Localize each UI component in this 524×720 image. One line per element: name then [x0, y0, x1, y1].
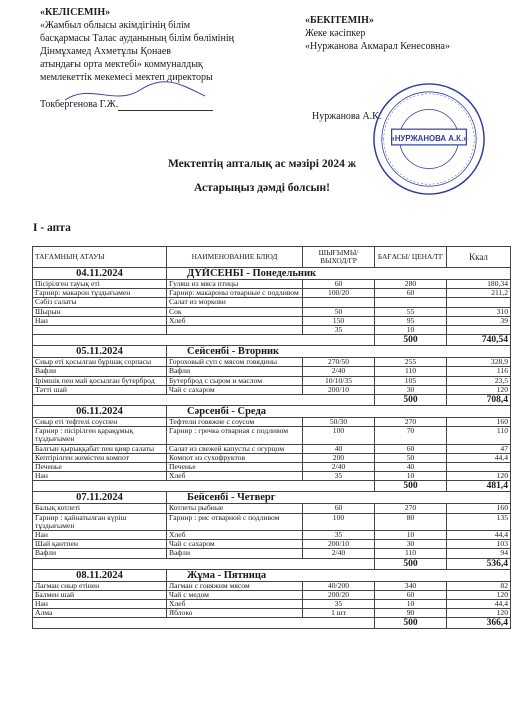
day-name: Жұма - Пятница [167, 569, 511, 581]
dish-name-ru: Хлеб [167, 472, 303, 481]
table-header-row [33, 247, 511, 268]
total-kcal: 740,54 [447, 335, 511, 346]
table-row [33, 280, 511, 289]
dish-name-ru: Яблоко [167, 609, 303, 618]
total-spacer [33, 481, 375, 492]
table-row [33, 367, 511, 376]
portion-output: 35 [303, 326, 375, 335]
price: 95 [375, 316, 447, 325]
dish-name-ru: Чай с сахаром [167, 540, 303, 549]
day-header-row [33, 406, 511, 418]
dish-name-kz: Печенье [33, 463, 167, 472]
kcal: 180,34 [447, 280, 511, 289]
total-spacer [33, 395, 375, 406]
day-date: 06.11.2024 [33, 406, 167, 418]
dish-name-ru [167, 326, 303, 335]
kcal [447, 326, 511, 335]
dish-name-ru: Вафли [167, 367, 303, 376]
table-row [33, 358, 511, 367]
kcal: 103 [447, 540, 511, 549]
day-total-row [33, 558, 511, 569]
dish-name-ru: Гарнир: макароны отварные с подливом [167, 289, 303, 298]
menu-table [32, 246, 511, 629]
dish-name-ru: Салат из моркови [167, 298, 303, 307]
dish-name-ru: Тефтели говяжие с соусом [167, 418, 303, 427]
dish-name-kz: Нан [33, 531, 167, 540]
price: 340 [375, 581, 447, 590]
price: 10 [375, 600, 447, 609]
table-row [33, 463, 511, 472]
table-row [33, 444, 511, 453]
price: 110 [375, 367, 447, 376]
price: 270 [375, 418, 447, 427]
price: 110 [375, 549, 447, 558]
agree-line: Дінмұхамед Ахметұлы Қонаев [40, 46, 171, 57]
col-header-ru-name: НАИМЕНОВАНИЕ БЛЮД [167, 247, 303, 268]
dish-name-kz: Сиыр еті қосылған бұршақ сорпасы [33, 358, 167, 367]
table-row [33, 531, 511, 540]
price: 280 [375, 280, 447, 289]
signature-scribble [60, 78, 210, 108]
dish-name-kz: Балық котлеті [33, 504, 167, 513]
dish-name-ru: Чай с медом [167, 590, 303, 599]
portion-output: 50/30 [303, 418, 375, 427]
portion-output: 60 [303, 280, 375, 289]
kcal: 120 [447, 590, 511, 599]
kcal: 44,4 [447, 531, 511, 540]
day-date: 08.11.2024 [33, 569, 167, 581]
agree-title: «КЕЛІСЕМІН» [40, 7, 111, 18]
kcal [447, 463, 511, 472]
day-total-row [33, 481, 511, 492]
dish-name-ru: Печенье [167, 463, 303, 472]
total-spacer [33, 558, 375, 569]
price: 40 [375, 463, 447, 472]
dish-name-ru: Компот из сухофруктов [167, 453, 303, 462]
menu-table-body [33, 268, 511, 629]
kcal: 39 [447, 316, 511, 325]
table-row [33, 549, 511, 558]
portion-output: 100 [303, 513, 375, 530]
kcal: 211,2 [447, 289, 511, 298]
price: 10 [375, 531, 447, 540]
day-name: ДҮЙСЕНБІ - Понедельник [167, 268, 511, 280]
kcal: 110 [447, 427, 511, 444]
page-subtitle: Астарыңыз дәмді болсын! [194, 182, 330, 194]
dish-name-kz: Кептірілген жемістен компот [33, 453, 167, 462]
total-kcal: 366,4 [447, 618, 511, 629]
day-name: Сейсенбі - Вторник [167, 346, 511, 358]
price: 60 [375, 590, 447, 599]
dish-name-kz: Пісірілген тауық еті [33, 280, 167, 289]
portion-output: 35 [303, 531, 375, 540]
portion-output: 150 [303, 316, 375, 325]
approve-signer: Нуржанова А.К. [312, 111, 382, 122]
agreement-block [40, 6, 280, 84]
table-row [33, 298, 511, 307]
agree-line: мемлекеттік мекемесі мектеп директоры [40, 72, 213, 83]
day-date: 07.11.2024 [33, 492, 167, 504]
col-header-output: ШЫҒЫМЫ/ ВЫХОД/ГР [303, 247, 375, 268]
table-row [33, 600, 511, 609]
portion-output: 35 [303, 600, 375, 609]
table-row [33, 385, 511, 394]
page-title: Мектептің апталық ас мәзірі 2024 ж [167, 158, 357, 170]
day-header-row [33, 346, 511, 358]
price: 105 [375, 376, 447, 385]
dish-name-ru: Гуляш из мяса птицы [167, 280, 303, 289]
dish-name-ru: Котлеты рыбные [167, 504, 303, 513]
dish-name-kz: Нан [33, 472, 167, 481]
price: 10 [375, 326, 447, 335]
price: 30 [375, 540, 447, 549]
kcal: 44,4 [447, 453, 511, 462]
agree-signer: Токбергенова Г.Ж. [40, 99, 119, 110]
approve-title: «БЕКІТЕМІН» [305, 15, 374, 26]
total-spacer [33, 335, 375, 346]
price: 255 [375, 358, 447, 367]
portion-output: 200 [303, 453, 375, 462]
portion-output: 1 шт [303, 609, 375, 618]
dish-name-kz: Тәтті шай [33, 385, 167, 394]
price: 270 [375, 504, 447, 513]
portion-output: 10/10/35 [303, 376, 375, 385]
price: 90 [375, 609, 447, 618]
dish-name-kz [33, 326, 167, 335]
portion-output: 200/10 [303, 385, 375, 394]
total-price: 500 [375, 558, 447, 569]
agree-line: басқармасы Талас ауданының білім бөлімінің [40, 33, 234, 44]
portion-output: 40/200 [303, 581, 375, 590]
table-row [33, 590, 511, 599]
week-label: І - апта [33, 222, 71, 234]
kcal: 310 [447, 307, 511, 316]
dish-name-kz: Балмен шай [33, 590, 167, 599]
dish-name-ru: Хлеб [167, 316, 303, 325]
dish-name-kz: Гарнир : қайнатылған күріш тұздығымен [33, 513, 167, 530]
dish-name-kz: Балғын қырыққабат пен қияр салаты [33, 444, 167, 453]
dish-name-kz: Гарнир : пісірілген қарақұмық тұздығымен [33, 427, 167, 444]
kcal: 135 [447, 513, 511, 530]
table-row [33, 504, 511, 513]
dish-name-kz: Ірімшік пен май қосылған бутерброд [33, 376, 167, 385]
approve-line: «Нуржанова Акмарал Кенесовна» [305, 41, 450, 52]
table-row [33, 289, 511, 298]
dish-name-ru: Гарнир : рис отварной с подливом [167, 513, 303, 530]
table-row [33, 513, 511, 530]
price: 55 [375, 307, 447, 316]
portion-output: 2/40 [303, 463, 375, 472]
kcal: 160 [447, 418, 511, 427]
portion-output [303, 298, 375, 307]
price: 10 [375, 472, 447, 481]
col-header-kcal: Ккал [447, 247, 511, 268]
kcal: 23,5 [447, 376, 511, 385]
day-total-row [33, 395, 511, 406]
total-spacer [33, 618, 375, 629]
dish-name-kz: Алма [33, 609, 167, 618]
dish-name-ru: Хлеб [167, 600, 303, 609]
portion-output: 100/20 [303, 289, 375, 298]
kcal: 328,9 [447, 358, 511, 367]
total-price: 500 [375, 335, 447, 346]
portion-output: 270/50 [303, 358, 375, 367]
table-row [33, 316, 511, 325]
table-row [33, 472, 511, 481]
dish-name-ru: Чай с сахаром [167, 385, 303, 394]
day-header-row [33, 569, 511, 581]
dish-name-kz: Сиыр еті тефтелі соуспен [33, 418, 167, 427]
dish-name-ru: Сок [167, 307, 303, 316]
table-row [33, 376, 511, 385]
dish-name-kz: Гарнир: макарон тұздығымен [33, 289, 167, 298]
table-row [33, 540, 511, 549]
dish-name-kz: Шырын [33, 307, 167, 316]
dish-name-kz: Нан [33, 316, 167, 325]
day-total-row [33, 335, 511, 346]
portion-output: 35 [303, 472, 375, 481]
price: 60 [375, 444, 447, 453]
dish-name-kz: Нан [33, 600, 167, 609]
col-header-kz-name: ТАҒАМНЫҢ АТАУЫ [33, 247, 167, 268]
price: 70 [375, 427, 447, 444]
total-kcal: 708,4 [447, 395, 511, 406]
day-date: 04.11.2024 [33, 268, 167, 280]
portion-output: 50 [303, 307, 375, 316]
dish-name-kz: Вафли [33, 549, 167, 558]
portion-output: 200/10 [303, 540, 375, 549]
total-price: 500 [375, 481, 447, 492]
day-header-row [33, 268, 511, 280]
agree-line: атындағы орта мектебі» коммуналдық [40, 59, 203, 70]
dish-name-ru: Хлеб [167, 531, 303, 540]
table-row [33, 427, 511, 444]
day-header-row [33, 492, 511, 504]
dish-name-ru: Вафли [167, 549, 303, 558]
agree-line: «Жамбыл облысы әкімдігінің білім [40, 20, 191, 31]
dish-name-ru: Гарнир : гречка отварная с подливом [167, 427, 303, 444]
portion-output: 200/20 [303, 590, 375, 599]
portion-output: 60 [303, 504, 375, 513]
svg-text:«НУРЖАНОВА А.К.»: «НУРЖАНОВА А.К.» [390, 133, 468, 143]
dish-name-ru: Гороховый суп с мясом говядины [167, 358, 303, 367]
portion-output: 2/40 [303, 549, 375, 558]
portion-output: 40 [303, 444, 375, 453]
total-price: 500 [375, 618, 447, 629]
price [375, 298, 447, 307]
dish-name-ru: Лагман с говяжим мясом [167, 581, 303, 590]
dish-name-ru: Бутерброд с сыром и маслом [167, 376, 303, 385]
kcal [447, 298, 511, 307]
kcal: 94 [447, 549, 511, 558]
total-kcal: 481,4 [447, 481, 511, 492]
approve-line: Жеке кәсіпкер [305, 28, 366, 39]
table-row [33, 307, 511, 316]
official-stamp [370, 80, 488, 198]
day-total-row [33, 618, 511, 629]
signature-line [118, 110, 213, 111]
total-kcal: 536,4 [447, 558, 511, 569]
price: 60 [375, 289, 447, 298]
approval-block [305, 14, 515, 53]
total-price: 500 [375, 395, 447, 406]
dish-name-ru: Салат из свежей капусты с огурцом [167, 444, 303, 453]
dish-name-kz: Вафли [33, 367, 167, 376]
dish-name-kz: Лағман сиыр етінен [33, 581, 167, 590]
day-date: 05.11.2024 [33, 346, 167, 358]
portion-output: 2/40 [303, 367, 375, 376]
table-row [33, 418, 511, 427]
day-name: Сәрсенбі - Среда [167, 406, 511, 418]
day-name: Бейсенбі - Четверг [167, 492, 511, 504]
price: 30 [375, 385, 447, 394]
kcal: 120 [447, 385, 511, 394]
kcal: 44,4 [447, 600, 511, 609]
table-row [33, 453, 511, 462]
price: 50 [375, 453, 447, 462]
dish-name-kz: Шай қантпен [33, 540, 167, 549]
price: 80 [375, 513, 447, 530]
kcal: 160 [447, 504, 511, 513]
table-row [33, 326, 511, 335]
kcal: 82 [447, 581, 511, 590]
table-row [33, 609, 511, 618]
kcal: 116 [447, 367, 511, 376]
kcal: 120 [447, 609, 511, 618]
dish-name-kz: Сәбіз салаты [33, 298, 167, 307]
kcal: 47 [447, 444, 511, 453]
portion-output: 100 [303, 427, 375, 444]
kcal: 120 [447, 472, 511, 481]
col-header-price: БАҒАСЫ/ ЦЕНА/ТГ [375, 247, 447, 268]
table-row [33, 581, 511, 590]
